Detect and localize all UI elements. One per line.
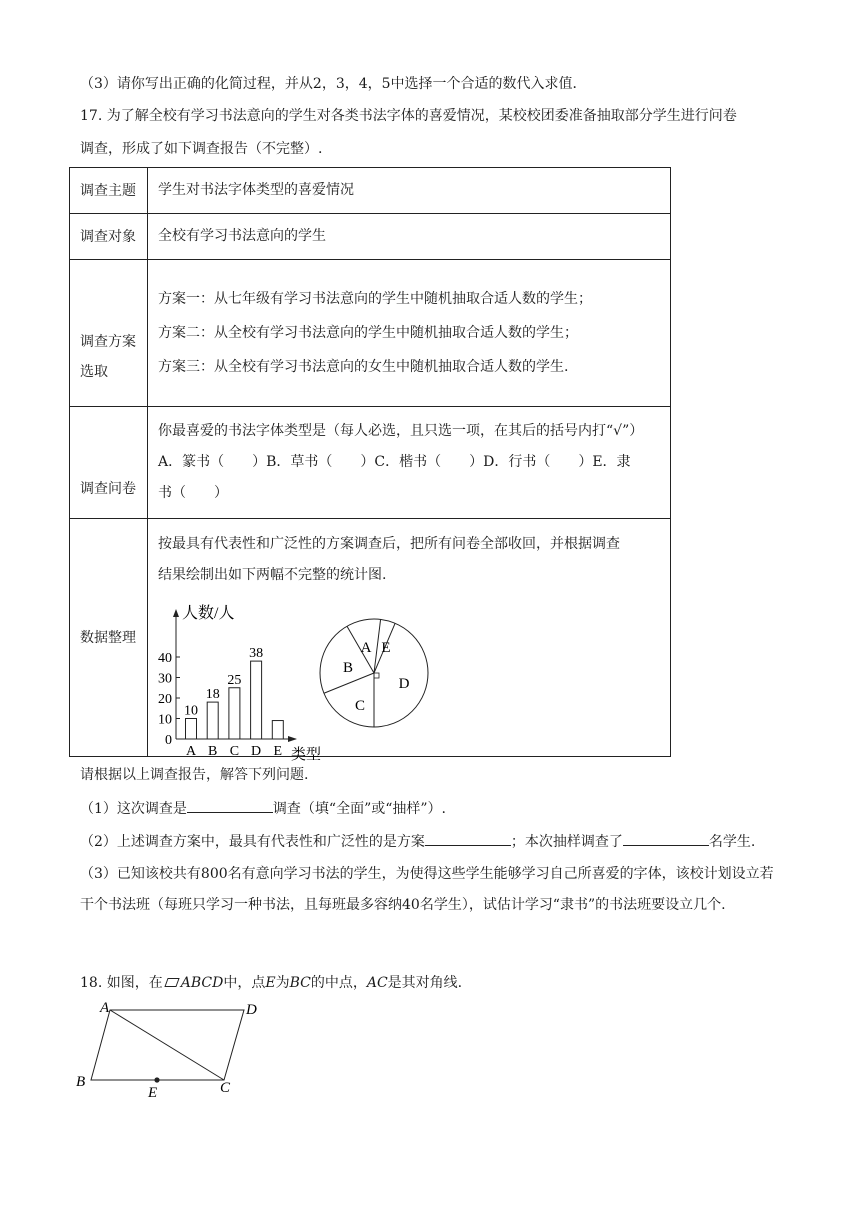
bar-E: [272, 721, 283, 739]
q18-text-g: BC: [289, 975, 311, 991]
q18-text-b: ABCD: [180, 975, 224, 991]
parallelogram-symbol-icon: [164, 978, 179, 987]
point-label-C: C: [220, 1080, 231, 1096]
value-plans: [148, 260, 671, 407]
q17-part1: [80, 798, 446, 819]
questionnaire-line-1: 你最喜爱的书法字体类型是（每人必选，且只选一项，在其后的括号内打“√”）: [158, 423, 644, 439]
label-questionnaire: 调查问卷: [70, 407, 148, 519]
pie-slice-label-E: E: [381, 640, 391, 656]
q17-part2-text-b: ；本次抽样调查了: [510, 834, 623, 850]
bar-B: [207, 702, 218, 739]
bar-y-tick-label: 0: [165, 733, 172, 748]
bar-data-label: 18: [205, 687, 220, 703]
point-label-E: E: [148, 1085, 158, 1101]
table-row-questionnaire: [70, 407, 671, 519]
bar-data-label: 38: [249, 646, 264, 662]
bar-category-label: B: [208, 744, 218, 759]
point-label-A: A: [100, 1000, 110, 1016]
bar-A: [186, 719, 197, 740]
q17-intro-line-1: 17. 为了解全校有学习书法意向的学生对各类书法字体的喜爱情况，某校校团委准备抽取部分学生进行问卷: [80, 108, 737, 124]
q16-part3-line: （3）请你写出正确的化简过程，并从2，3，4，5中选择一个合适的数代入求值．: [80, 76, 587, 92]
table-row-data: [70, 519, 671, 757]
bar-data-label: 10: [184, 703, 198, 719]
label-plan-line-2: 选取: [80, 364, 108, 380]
pie-slice-boundary: [324, 673, 374, 693]
bar-y-tick-label: 40: [158, 651, 172, 666]
q18-text-j: 是其对角线.: [387, 975, 463, 991]
statistics-charts: [148, 601, 468, 763]
q17-part2-text-c: 名学生.: [708, 834, 756, 850]
q17-part3: （3）已知该校共有800名有意向学习书法的学生，为使得这些学生能够学习自己所喜爱的字体，该校计划设立若干个书法班（每班只学习一种书法，且每班最多容纳40名学生），试估计学习“隶书”的书法班要设立几个.: [80, 866, 774, 913]
point-label-B: B: [76, 1074, 86, 1090]
value-topic: 学生对书法字体类型的喜爱情况: [148, 168, 671, 214]
q18-text-h: 的中点，: [310, 975, 367, 991]
bar-y-tick-label: 30: [158, 671, 172, 687]
q17-part2-text-a: （2）上述调查方案中，最具有代表性和广泛性的是方案: [80, 834, 425, 850]
bar-y-axis-arrow-icon: [173, 609, 179, 617]
value-data: [148, 519, 671, 763]
point-label-D: D: [246, 1002, 257, 1018]
q17-part1-text-b: 调查（填“全面”或“抽样”）.: [272, 801, 447, 817]
data-line-1: 按最具有代表性和广泛性的方案调查后，把所有问卷全部收回，并根据调查: [158, 536, 620, 552]
q18-text-c: 中，点: [223, 975, 266, 991]
pie-slice-label-B: B: [342, 660, 354, 676]
bar-x-axis-arrow-icon: [288, 736, 297, 742]
label-subject: 调查对象: [70, 214, 148, 260]
answer-blank-2[interactable]: [425, 831, 511, 846]
answer-blank-3[interactable]: [623, 831, 709, 846]
q18-text-a: 18. 如图，在: [80, 975, 163, 991]
after-table-line: 请根据以上调查报告，解答下列问题.: [80, 767, 309, 783]
bar-category-label: E: [273, 744, 283, 759]
q17-part2: [80, 831, 755, 852]
q18-text: [80, 973, 462, 993]
table-row-subject: [70, 214, 671, 260]
point-e-dot: [154, 1077, 159, 1082]
questionnaire-line-2: A．篆书（ ）B．草书（ ）C．楷书（ ）D．行书（ ）E．隶: [158, 454, 631, 470]
right-angle-marker-icon: [374, 673, 379, 678]
pie-slice-label-C: C: [354, 698, 366, 714]
value-questionnaire: [148, 407, 671, 519]
bar-D: [251, 661, 262, 739]
plan-1: 方案一：从七年级有学习书法意向的学生中随机抽取合适人数的学生；: [158, 291, 592, 307]
q17-part1-text-a: （1）这次调查是: [80, 801, 187, 817]
data-line-2: 结果绘制出如下两幅不完整的统计图.: [158, 567, 387, 583]
bar-C: [229, 688, 240, 739]
pie-slice-label-A: A: [360, 640, 372, 656]
label-data: 数据整理: [70, 519, 148, 757]
parallelogram-figure: [70, 998, 270, 1101]
label-plan-line-1: 调查方案: [80, 334, 136, 350]
table-row-plan: [70, 260, 671, 407]
diagonal-ac: [110, 1010, 224, 1080]
bar-x-axis-label: 类型: [291, 747, 322, 763]
bar-y-tick-label: 10: [158, 712, 172, 728]
bar-y-axis-label: 人数/人: [182, 605, 235, 622]
label-topic: 调查主题: [70, 168, 148, 214]
value-subject: 全校有学习书法意向的学生: [148, 214, 671, 260]
bar-data-label: 25: [227, 672, 242, 688]
label-plan: [70, 260, 148, 407]
bar-y-tick-label: 20: [158, 692, 172, 707]
questionnaire-line-3: 书（ ）: [158, 485, 228, 501]
bar-category-label: A: [185, 744, 197, 759]
pie-slice-label-D: D: [398, 676, 410, 692]
answer-blank-1[interactable]: [187, 798, 273, 813]
q17-intro-line-2: 调查，形成了如下调查报告（不完整）.: [80, 141, 323, 157]
bar-category-label: C: [229, 744, 240, 759]
q18-text-e: E: [265, 975, 276, 991]
table-row-topic: [70, 168, 671, 214]
q18-text-i: AC: [366, 975, 388, 991]
q18-text-f: 为: [275, 975, 290, 991]
plan-3: 方案三：从全校有学习书法意向的女生中随机抽取合适人数的学生.: [158, 359, 569, 375]
bar-category-label: D: [251, 744, 262, 759]
survey-report-table: [69, 167, 671, 763]
plan-2: 方案二：从全校有学习书法意向的学生中随机抽取合适人数的学生；: [158, 325, 578, 341]
